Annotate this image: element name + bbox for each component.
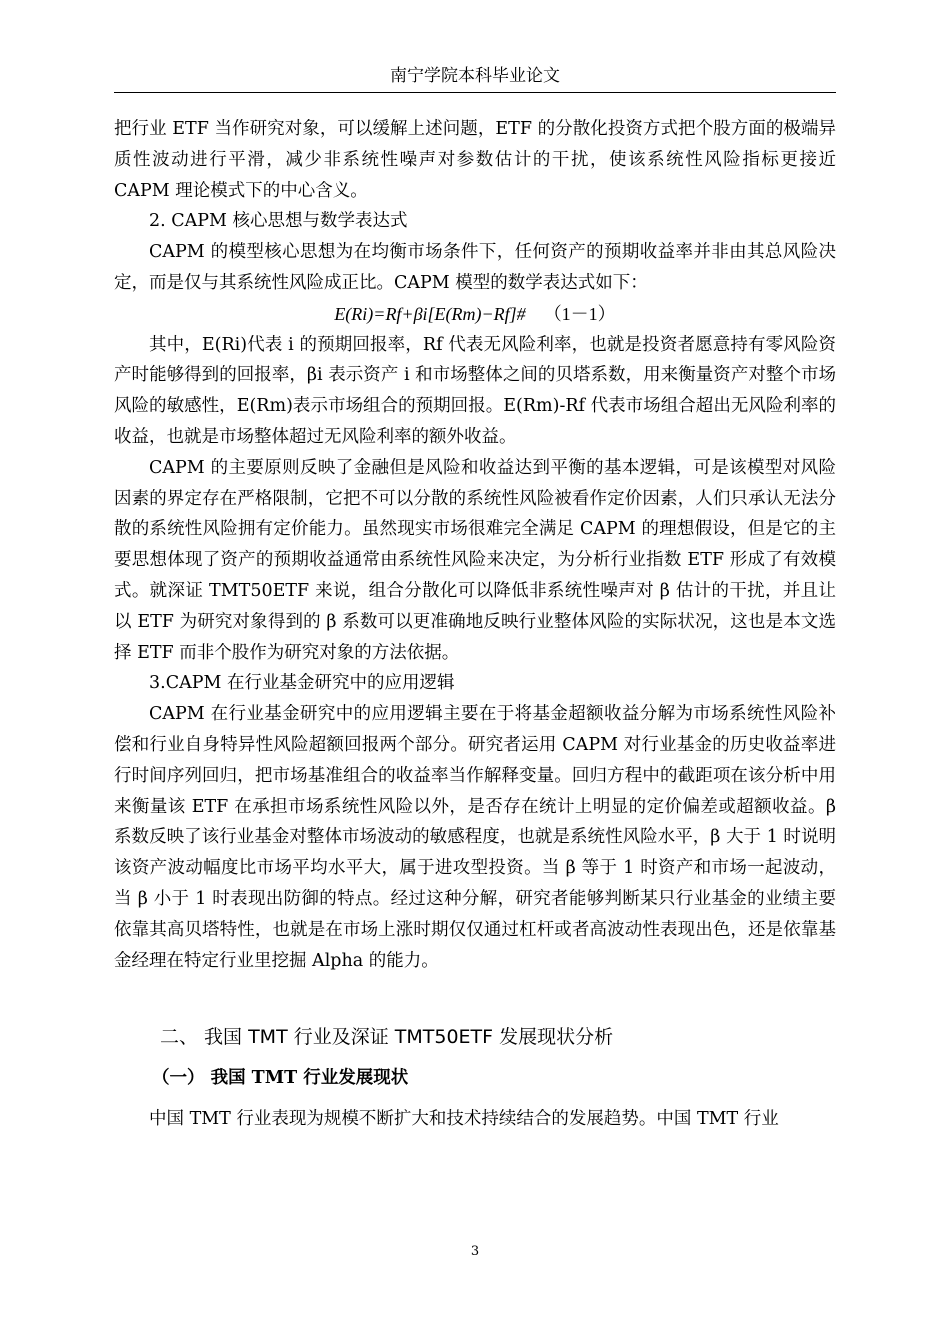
paragraph: 中国 TMT 行业表现为规模不断扩大和技术持续结合的发展趋势。中国 TMT 行业	[149, 1109, 779, 1130]
section-heading: 二、 我国 TMT 行业及深证 TMT50ETF 发展现状分析	[160, 1026, 614, 1049]
paragraph: CAPM 的主要原则反映了金融但是风险和收益达到平衡的基本逻辑，可是该模型对风险因素的界定存在严格限制，它把不可以分散的系统性风险被看作定价因素，人们只承认无法分散的系统性风险拥有定价能力。虽然现实市场很难完全满足 CAPM 的理想假设，但是它的主要思想体现了资产的预期收益通常由系统性风险来决定，为分析行业指数 ETF 形成了有效模式。就深证 TMT50ETF 来说，组合分散化可以降低非系统性噪声对 β 估计的干扰，并且让以 ETF 为研究对象得到的 β 系数可以更准确地反映行业整体风险的实际状况，这也是本文选择 ETF 而非个股作为研究对象的方法依据。	[114, 457, 836, 663]
page-header	[114, 62, 836, 93]
subheading-capm-application: 3.CAPM 在行业基金研究中的应用逻辑	[149, 673, 455, 694]
paragraph: 把行业 ETF 当作研究对象，可以缓解上述问题，ETF 的分散化投资方式把个股方面的极端异质性波动进行平滑，减少非系统性噪声对参数估计的干扰，使该系统性风险指标更接近 CAPM 理论模式下的中心含义。	[114, 119, 836, 201]
capm-formula	[114, 299, 836, 330]
formula-expression: E(Ri)=Rf+βi[E(Rm)−Rf]#	[334, 303, 526, 324]
paragraph: CAPM 的模型核心思想为在均衡市场条件下，任何资产的预期收益率并非由其总风险决定，而是仅与其系统性风险成正比。CAPM 模型的数学表达式如下：	[114, 242, 836, 293]
paragraph: CAPM 在行业基金研究中的应用逻辑主要在于将基金超额收益分解为市场系统性风险补偿和行业自身特异性风险超额回报两个部分。研究者运用 CAPM 对行业基金的历史收益率进行时间序列回归，把市场基准组合的收益率当作解释变量。回归方程中的截距项在该分析中用来衡量该 ETF 在承担市场系统性风险以外，是否存在统计上明显的定价偏差或超额收益。β 系数反映了该行业基金对整体市场波动的敏感程度，也就是系统性风险水平，β 大于 1 时说明该资产波动幅度比市场平均水平大，属于进攻型投资。当 β 等于 1 时资产和市场一起波动，当 β 小于 1 时表现出防御的特点。经过这种分解，研究者能够判断某只行业基金的业绩主要依靠其高贝塔特性，也就是在市场上涨时期仅仅通过杠杆或者高波动性表现出色，还是依靠基金经理在特定行业里挖掘 Alpha 的能力。	[114, 704, 836, 971]
subheading-capm-core: 2. CAPM 核心思想与数学表达式	[149, 211, 408, 232]
header-title: 南宁学院本科毕业论文	[390, 66, 560, 86]
page-footer	[0, 1244, 950, 1259]
paragraph: 其中，E(Ri)代表 i 的预期回报率，Rf 代表无风险利率，也就是投资者愿意持有零风险资产时能够得到的回报率，βi 表示资产 i 和市场整体之间的贝塔系数，用来衡量资产对整个市场风险的敏感性，E(Rm)表示市场组合的预期回报。E(Rm)-Rf 代表市场组合超出无风险利率的收益，也就是市场整体超过无风险利率的额外收益。	[114, 334, 836, 447]
page-number: 3	[470, 1244, 480, 1259]
formula-tag: （1－1）	[543, 303, 616, 324]
subsection-heading: （一） 我国 TMT 行业发展现状	[152, 1068, 409, 1089]
page-body	[114, 114, 836, 1135]
